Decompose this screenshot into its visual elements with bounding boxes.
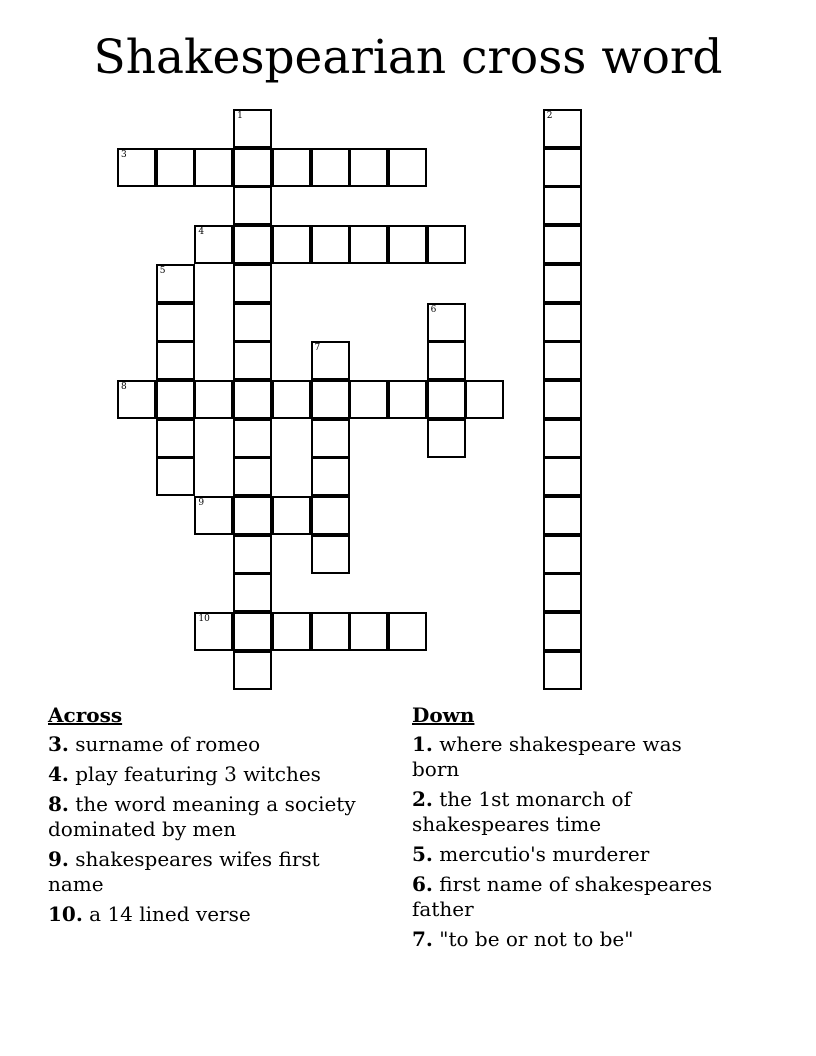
- grid-cell[interactable]: [543, 612, 582, 651]
- clue-across-10: [48, 902, 368, 927]
- clue-text: "to be or not to be": [439, 927, 634, 951]
- grid-cell[interactable]: [311, 341, 350, 380]
- clue-number: 7.: [412, 927, 433, 951]
- grid-cell[interactable]: [543, 186, 582, 225]
- clue-number: 4.: [48, 762, 69, 786]
- grid-cell[interactable]: [427, 419, 466, 458]
- grid-cell[interactable]: [194, 380, 233, 419]
- grid-cell[interactable]: [349, 225, 388, 264]
- clue-text: shakespeares wifes first name: [48, 847, 320, 896]
- grid-cell[interactable]: [388, 612, 427, 651]
- page-title: Shakespearian cross word: [93, 30, 723, 85]
- grid-cell[interactable]: [349, 612, 388, 651]
- clue-number-label: 4: [198, 227, 205, 238]
- grid-cell[interactable]: [233, 535, 272, 574]
- grid-cell[interactable]: [233, 496, 272, 535]
- clue-number: 5.: [412, 842, 433, 866]
- grid-cell[interactable]: [543, 303, 582, 342]
- clue-text: mercutio's murderer: [439, 842, 650, 866]
- clue-number-label: 7: [314, 343, 321, 354]
- clue-number-label: 2: [546, 111, 553, 121]
- clue-number: 3.: [48, 732, 69, 756]
- grid-cell[interactable]: [311, 380, 350, 419]
- clue-across-3: [48, 732, 368, 757]
- grid-cell[interactable]: [311, 535, 350, 574]
- grid-cell[interactable]: [311, 496, 350, 535]
- grid-cell[interactable]: [311, 612, 350, 651]
- grid-cell[interactable]: [194, 496, 233, 535]
- grid-cell[interactable]: [311, 148, 350, 187]
- clue-number-label: 1: [237, 111, 243, 121]
- grid-cell[interactable]: [543, 341, 582, 380]
- across-clues: [48, 703, 368, 932]
- clue-number-label: 5: [159, 265, 166, 276]
- clue-text: play featuring 3 witches: [75, 762, 321, 786]
- grid-cell[interactable]: [156, 341, 195, 380]
- grid-cell[interactable]: [311, 419, 350, 458]
- down-clues: [412, 703, 732, 957]
- down-heading: Down: [412, 703, 475, 727]
- grid-cell[interactable]: [117, 148, 156, 187]
- grid-cell[interactable]: [156, 148, 195, 187]
- grid-cell[interactable]: [233, 186, 272, 225]
- grid-cell[interactable]: [543, 496, 582, 535]
- grid-cell[interactable]: [233, 264, 272, 303]
- clue-number: 10.: [48, 902, 83, 926]
- grid-cell[interactable]: [194, 148, 233, 187]
- clue-text: a 14 lined verse: [89, 902, 251, 926]
- clue-across-9: [48, 847, 368, 897]
- grid-cell[interactable]: [543, 419, 582, 458]
- grid-cell[interactable]: [233, 612, 272, 651]
- grid-cell[interactable]: [156, 303, 195, 342]
- grid-cell[interactable]: [543, 225, 582, 264]
- clue-down-7: [412, 927, 732, 952]
- clue-across-4: [48, 762, 368, 787]
- clue-number: 8.: [48, 792, 69, 816]
- grid-cell[interactable]: [233, 109, 272, 148]
- grid-cell[interactable]: [272, 148, 311, 187]
- grid-cell[interactable]: [272, 612, 311, 651]
- clue-text: surname of romeo: [75, 732, 261, 756]
- grid-cell[interactable]: [543, 651, 582, 690]
- grid-cell[interactable]: [272, 496, 311, 535]
- grid-cell[interactable]: [543, 573, 582, 612]
- clue-number-label: 9: [198, 498, 205, 508]
- grid-cell[interactable]: [311, 457, 350, 496]
- clue-down-6: [412, 872, 732, 922]
- grid-cell[interactable]: [233, 573, 272, 612]
- grid-cell[interactable]: [543, 264, 582, 303]
- grid-cell[interactable]: [388, 380, 427, 419]
- grid-cell[interactable]: [311, 225, 350, 264]
- grid-cell[interactable]: [233, 651, 272, 690]
- clue-number: 9.: [48, 847, 69, 871]
- grid-cell[interactable]: [465, 380, 504, 419]
- grid-cell[interactable]: [156, 380, 195, 419]
- grid-cell[interactable]: [427, 225, 466, 264]
- grid-cell[interactable]: [233, 303, 272, 342]
- grid-cell[interactable]: [543, 457, 582, 496]
- grid-cell[interactable]: [272, 225, 311, 264]
- grid-cell[interactable]: [233, 457, 272, 496]
- grid-cell[interactable]: [543, 380, 582, 419]
- clue-text: first name of shakespeares father: [412, 872, 713, 921]
- clue-number: 2.: [412, 787, 433, 811]
- clue-text: where shakespeare was born: [412, 732, 682, 781]
- grid-cell[interactable]: [233, 419, 272, 458]
- clue-number: 1.: [412, 732, 433, 756]
- clue-number-label: 3: [121, 149, 127, 160]
- grid-cell[interactable]: [233, 380, 272, 419]
- grid-cell[interactable]: [427, 380, 466, 419]
- grid-cell[interactable]: [349, 380, 388, 419]
- grid-cell[interactable]: [194, 612, 233, 651]
- grid-cell[interactable]: [194, 225, 233, 264]
- grid-cell[interactable]: [233, 225, 272, 264]
- grid-cell[interactable]: [543, 535, 582, 574]
- clue-text: the word meaning a society dominated by men: [48, 792, 356, 841]
- clue-number: 6.: [412, 872, 433, 896]
- grid-cell[interactable]: [388, 148, 427, 187]
- clue-down-5: [412, 842, 732, 867]
- clue-text: the 1st monarch of shakespeares time: [412, 787, 631, 836]
- grid-cell[interactable]: [388, 225, 427, 264]
- clue-down-2: [412, 787, 732, 837]
- grid-cell[interactable]: [543, 148, 582, 187]
- clue-number-label: 10: [198, 614, 210, 625]
- grid-cell[interactable]: [117, 380, 156, 419]
- grid-cell[interactable]: [156, 264, 195, 303]
- grid-cell[interactable]: [272, 380, 311, 419]
- clue-number-label: 8: [121, 381, 127, 392]
- grid-cell[interactable]: [543, 109, 582, 148]
- clue-number-label: 6: [430, 304, 437, 315]
- clue-down-1: [412, 732, 732, 782]
- across-heading: Across: [48, 703, 123, 727]
- grid-cell[interactable]: [233, 148, 272, 187]
- clue-across-8: [48, 792, 368, 842]
- grid-cell[interactable]: [233, 341, 272, 380]
- grid-cell[interactable]: [349, 148, 388, 187]
- grid-cell[interactable]: [156, 419, 195, 458]
- grid-cell[interactable]: [427, 341, 466, 380]
- grid-cell[interactable]: [156, 457, 195, 496]
- grid-cell[interactable]: [427, 303, 466, 342]
